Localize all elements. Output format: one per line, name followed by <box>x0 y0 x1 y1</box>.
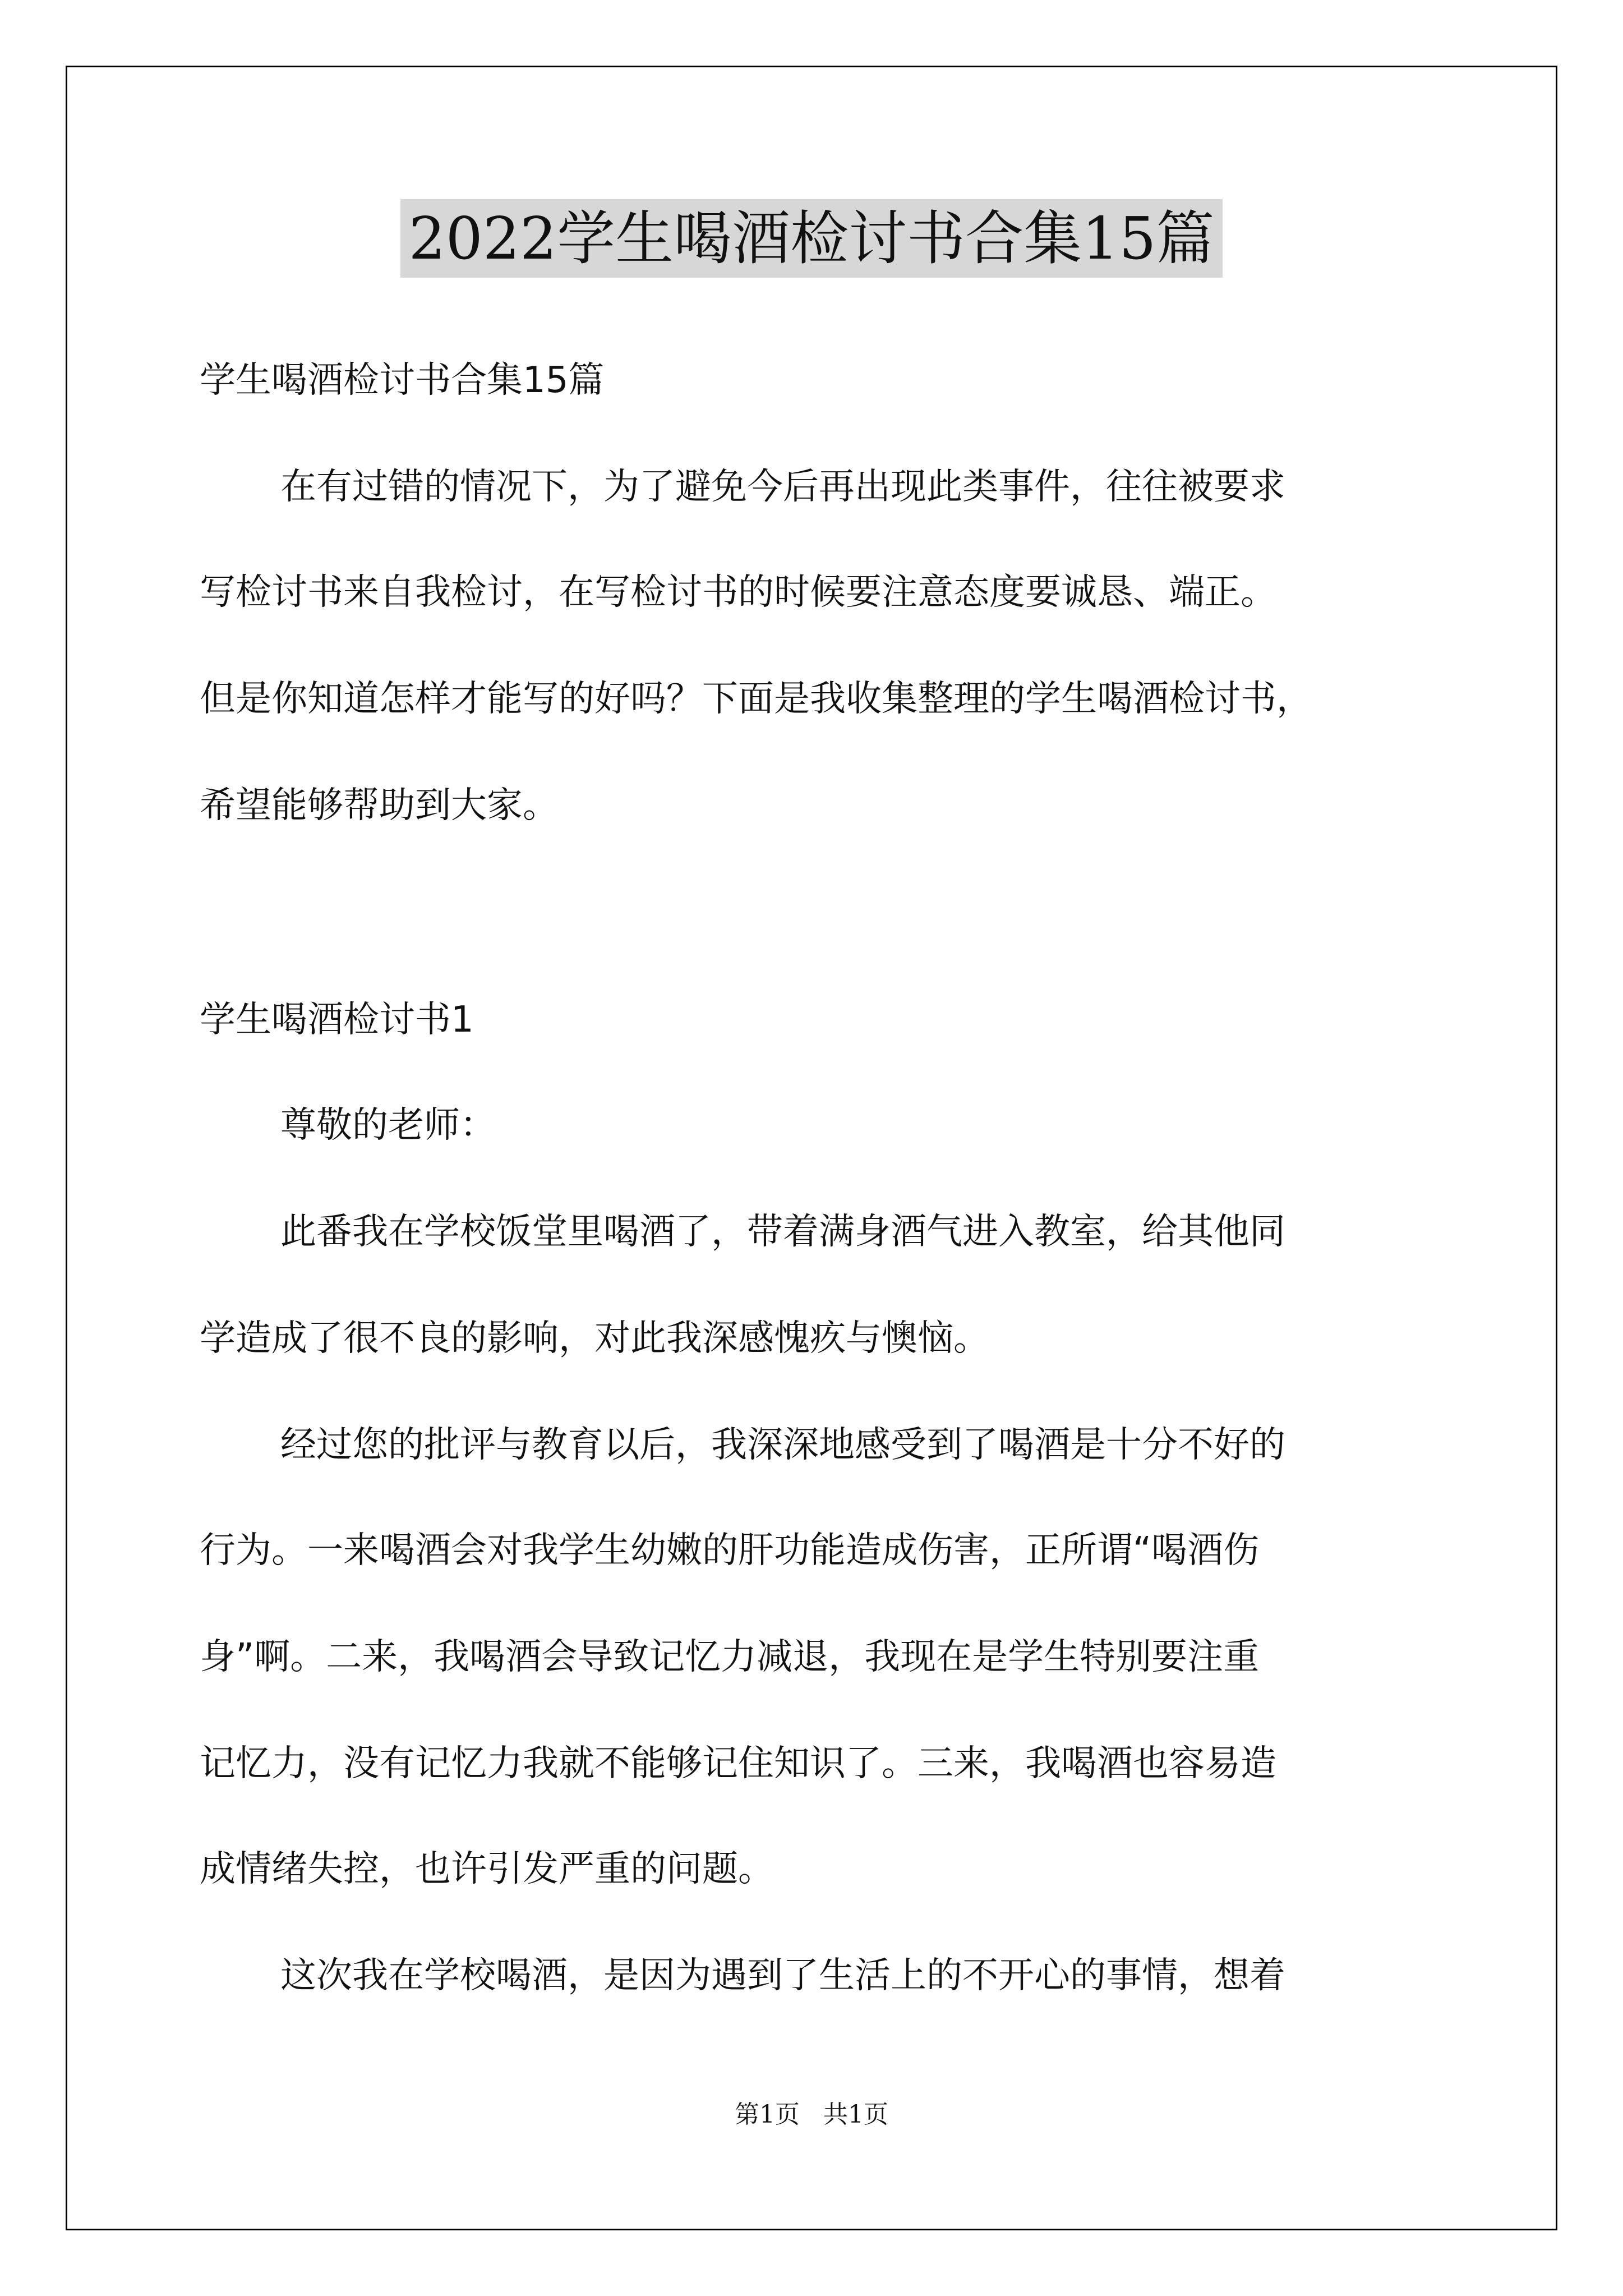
intro-line-4: 希望能够帮助到大家。 <box>200 785 559 826</box>
intro-line-2: 写检讨书来自我检讨，在写检讨书的时候要注意态度要诚恳、端正。 <box>200 572 1276 613</box>
para2-line-2: 行为。一来喝酒会对我学生幼嫩的肝功能造成伤害，正所谓“喝酒伤 <box>200 1530 1260 1571</box>
para2-line-3: 身”啊。二来，我喝酒会导致记忆力减退，我现在是学生特别要注重 <box>200 1636 1260 1678</box>
para3-line-1: 这次我在学校喝酒，是因为遇到了生活上的不开心的事情，想着 <box>280 1955 1285 1996</box>
section-heading: 学生喝酒检讨书1 <box>200 999 474 1041</box>
page-footer <box>0 2098 1623 2132</box>
para1-line-1: 此番我在学校饭堂里喝酒了，带着满身酒气进入教室，给其他同 <box>280 1211 1285 1253</box>
para2-line-5: 成情绪失控，也许引发严重的问题。 <box>200 1848 774 1890</box>
title-container <box>0 199 1623 278</box>
intro-line-1: 在有过错的情况下，为了避免今后再出现此类事件，往往被要求 <box>280 466 1285 508</box>
page-number: 第1页 <box>735 2100 800 2129</box>
para2-line-1: 经过您的批评与教育以后，我深深地感受到了喝酒是十分不好的 <box>280 1424 1285 1466</box>
intro-line-3: 但是你知道怎样才能写的好吗？下面是我收集整理的学生喝酒检讨书， <box>200 678 1312 720</box>
para2-line-4: 记忆力，没有记忆力我就不能够记住知识了。三来，我喝酒也容易造 <box>200 1743 1276 1784</box>
para1-line-2: 学造成了很不良的影响，对此我深感愧疚与懊恼。 <box>200 1318 989 1359</box>
page-total: 共1页 <box>823 2100 888 2129</box>
document-subtitle: 学生喝酒检讨书合集15篇 <box>200 360 605 401</box>
document-title: 2022学生喝酒检讨书合集15篇 <box>400 199 1222 278</box>
salutation: 尊敬的老师： <box>280 1105 496 1146</box>
